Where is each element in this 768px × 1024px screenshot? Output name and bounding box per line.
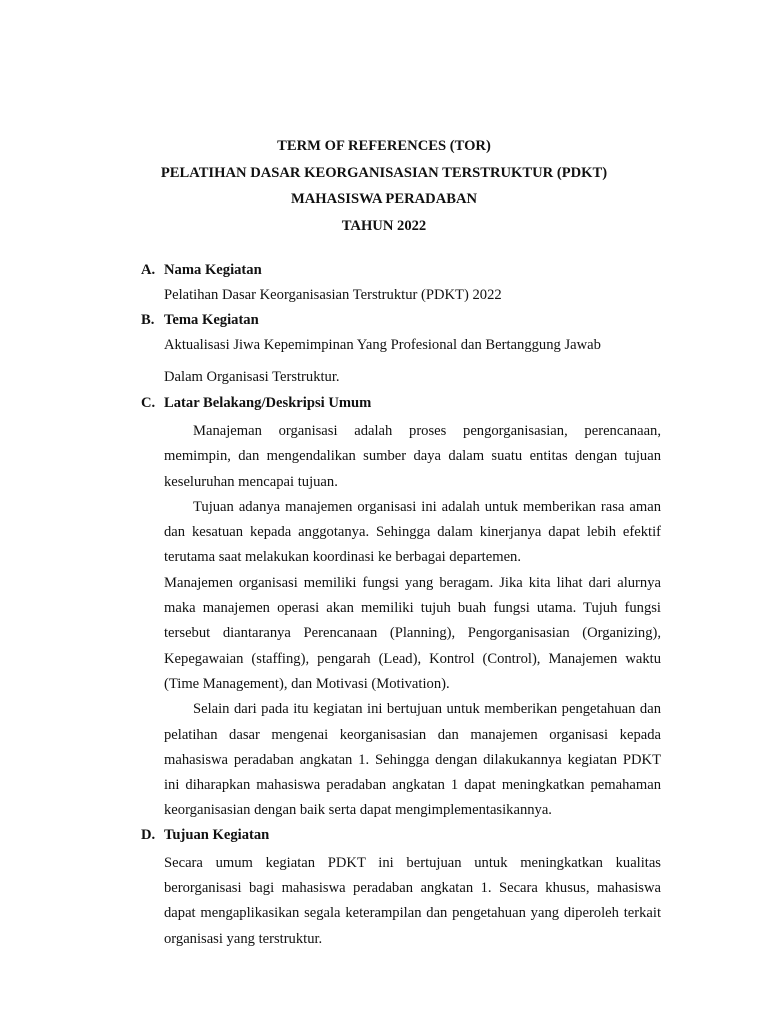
title-line-1: TERM OF REFERENCES (TOR) — [277, 138, 491, 154]
section-c-paragraph-3: Manajemen organisasi memiliki fungsi yang beragam. Jika kita lihat dari alurnya maka manajemen operasi akan memiliki tujuh buah fungsi utama. Tujuh fungsi tersebut diantaranya Perencanaan (Planning), Pengorganisasian (Organizing), Kepegawaian (staffing), pengarah (Lead), Kontrol (Control), Manajemen waktu (Time Management), dan Motivasi (Motivation). — [164, 574, 661, 692]
title-line-3: MAHASISWA PERADABAN — [290, 191, 478, 207]
section-b-heading — [141, 311, 661, 336]
document-title — [0, 137, 768, 243]
section-a-body — [141, 286, 661, 311]
section-a-heading — [141, 261, 661, 286]
section-d-letter: D. — [141, 826, 156, 843]
section-d-body — [141, 851, 661, 952]
section-d-title: Tujuan Kegiatan — [164, 826, 270, 843]
section-c-letter: C. — [141, 395, 156, 411]
section-d-paragraph-1: Secara umum kegiatan PDKT ini bertujuan untuk meningkatkan kualitas berorganisasi bagi mahasiswa peradaban angkatan 1. Secara khusus, mahasiswa dapat mengaplikasikan segala keterampilan dan pengetahuan yang diperoleh terkait organisasi yang terstruktur. — [164, 854, 661, 947]
section-c-paragraph-4: Selain dari pada itu kegiatan ini bertujuan untuk memberikan pengetahuan dan pelatihan dasar mengenai keorganisasian dan manajemen organisasi kepada mahasiswa peradaban angkatan 1. Sehingga dengan dilakukannya kegiatan PDKT ini diharapkan mahasiswa peradaban angkatan 1 dapat meningkatkan pemahaman keorganisasian dengan baik serta dapat mengimplementasikannya. — [164, 701, 661, 819]
section-a-letter: A. — [141, 262, 156, 278]
section-b-text-1: Aktualisasi Jiwa Kepemimpinan Yang Profesional dan Bertanggung Jawab — [164, 337, 601, 353]
section-c-body — [141, 419, 661, 824]
section-a-title: Nama Kegiatan — [164, 262, 262, 278]
section-b-letter: B. — [141, 312, 155, 328]
section-b-body — [141, 338, 661, 390]
section-c-title: Latar Belakang/Deskripsi Umum — [164, 395, 372, 411]
section-b-text-2: Dalam Organisasi Terstruktur. — [164, 369, 340, 385]
section-b-title: Tema Kegiatan — [164, 312, 259, 328]
title-line-4: TAHUN 2022 — [341, 217, 427, 234]
section-c-paragraph-1: Manajeman organisasi adalah proses pengorganisasian, perencanaan, memimpin, dan mengendalikan sumber daya dalam suatu entitas dengan tujuan keseluruhan mencapai tujuan. — [164, 423, 661, 490]
section-a-text: Pelatihan Dasar Keorganisasian Terstruktur (PDKT) 2022 — [164, 287, 502, 303]
title-line-2: PELATIHAN DASAR KEORGANISASIAN TERSTRUKTUR (PDKT) — [160, 164, 608, 181]
section-c-paragraph-2: Tujuan adanya manajemen organisasi ini adalah untuk memberikan rasa aman dan kesatuan kepada anggotanya. Sehingga dalam kinerjanya dapat lebih efektif terutama saat melakukan koordinasi ke berbagai departemen. — [164, 498, 661, 566]
section-c-heading — [141, 394, 661, 419]
section-d-heading — [141, 826, 661, 851]
document-body — [141, 261, 661, 952]
